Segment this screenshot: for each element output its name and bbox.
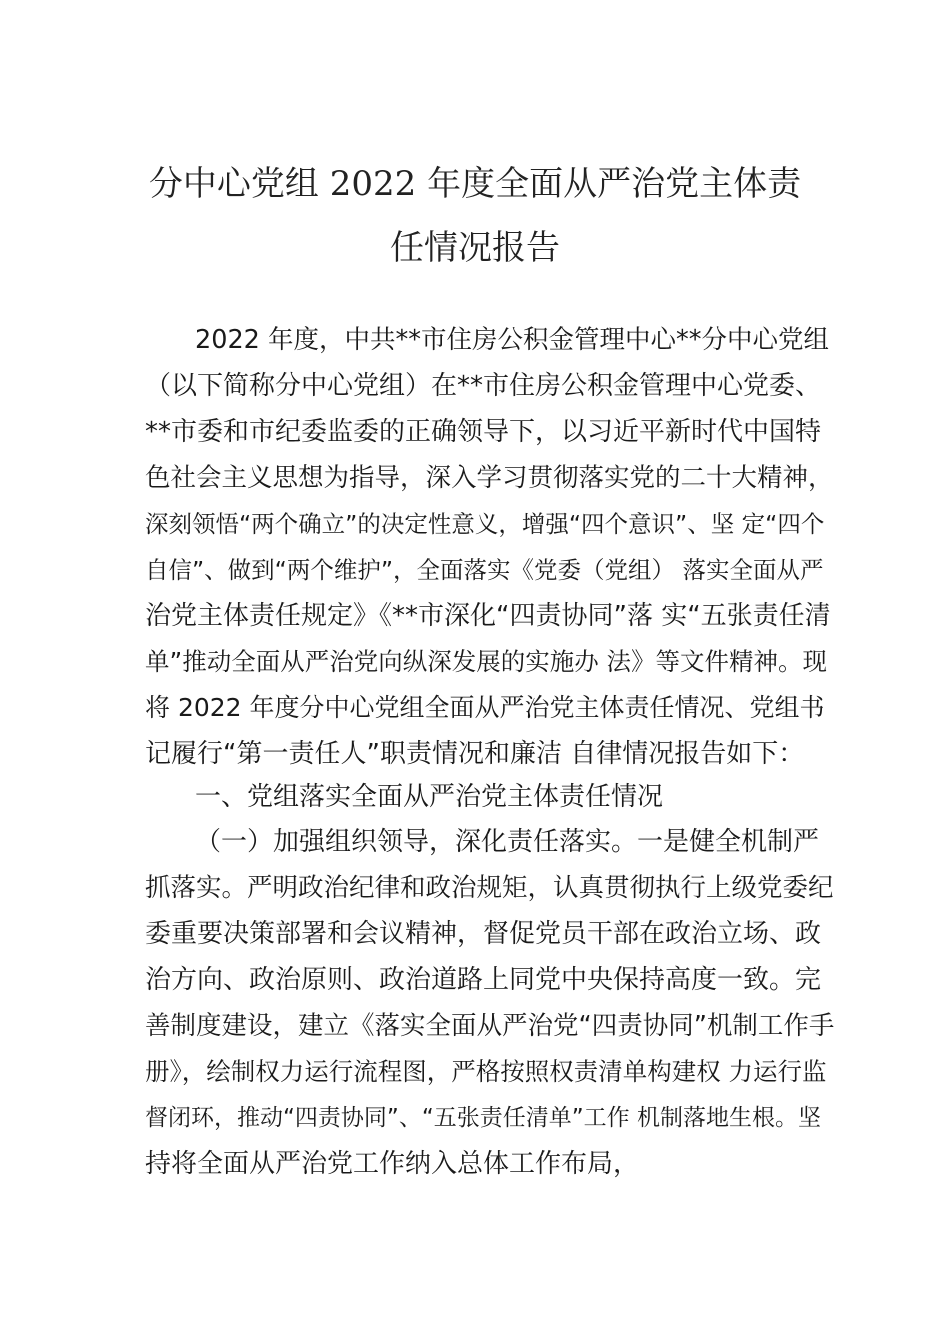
section-heading: 一、党组落实全面从严治党主体责任情况 <box>195 782 664 812</box>
body-line: 督闭环，推动“四责协同”、“五张责任清单”工作 机制落地生根。坚 <box>145 1105 821 1131</box>
body-line: 册》，绘制权力运行流程图，严格按照权责清单构建权 力运行监 <box>145 1057 827 1086</box>
body-line: 治方向、政治原则、政治道路上同党中央保持高度一致。完 <box>145 965 822 995</box>
body-line: 自信”、做到“两个维护”，全面落实《党委（党组） 落实全面从严 <box>145 556 824 584</box>
body-line: 抓落实。严明政治纪律和政治规矩，认真贯彻执行上级党委纪 <box>145 873 834 903</box>
body-line: 2022 年度，中共**市住房公积金管理中心**分中心党组 <box>195 325 830 355</box>
body-line: 单”推动全面从严治党向纵深发展的实施办 法》等文件精神。现 <box>145 647 827 676</box>
body-line: 将 2022 年度分中心党组全面从严治党主体责任情况、党组书 <box>145 693 825 722</box>
body-line: 善制度建设，建立《落实全面从严治党“四责协同”机制工作手 <box>145 1011 835 1041</box>
document-title-line-2: 任情况报告 <box>390 228 560 268</box>
body-line: （一）加强组织领导，深化责任落实。一是健全机制严 <box>195 827 820 857</box>
body-line: （以下简称分中心党组）在**市住房公积金管理中心党委、 <box>145 371 822 401</box>
body-line: 深刻领悟“两个确立”的决定性意义，增强“四个意识”、坚 定“四个 <box>145 510 825 538</box>
body-line: 治党主体责任规定》《**市深化“四责协同”落 实“五张责任清 <box>145 601 831 631</box>
document-title-line-1: 分中心党组 2022 年度全面从严治党主体责 <box>148 164 802 204</box>
body-line: 委重要决策部署和会议精神，督促党员干部在政治立场、政 <box>145 919 822 949</box>
body-line: 记履行“第一责任人”职责情况和廉洁 自律情况报告如下： <box>145 739 805 769</box>
body-line: 持将全面从严治党工作纳入总体工作布局， <box>145 1149 640 1179</box>
body-line: **市委和市纪委监委的正确领导下，以习近平新时代中国特 <box>145 417 822 447</box>
body-line: 色社会主义思想为指导，深入学习贯彻落实党的二十大精神， <box>145 463 834 493</box>
